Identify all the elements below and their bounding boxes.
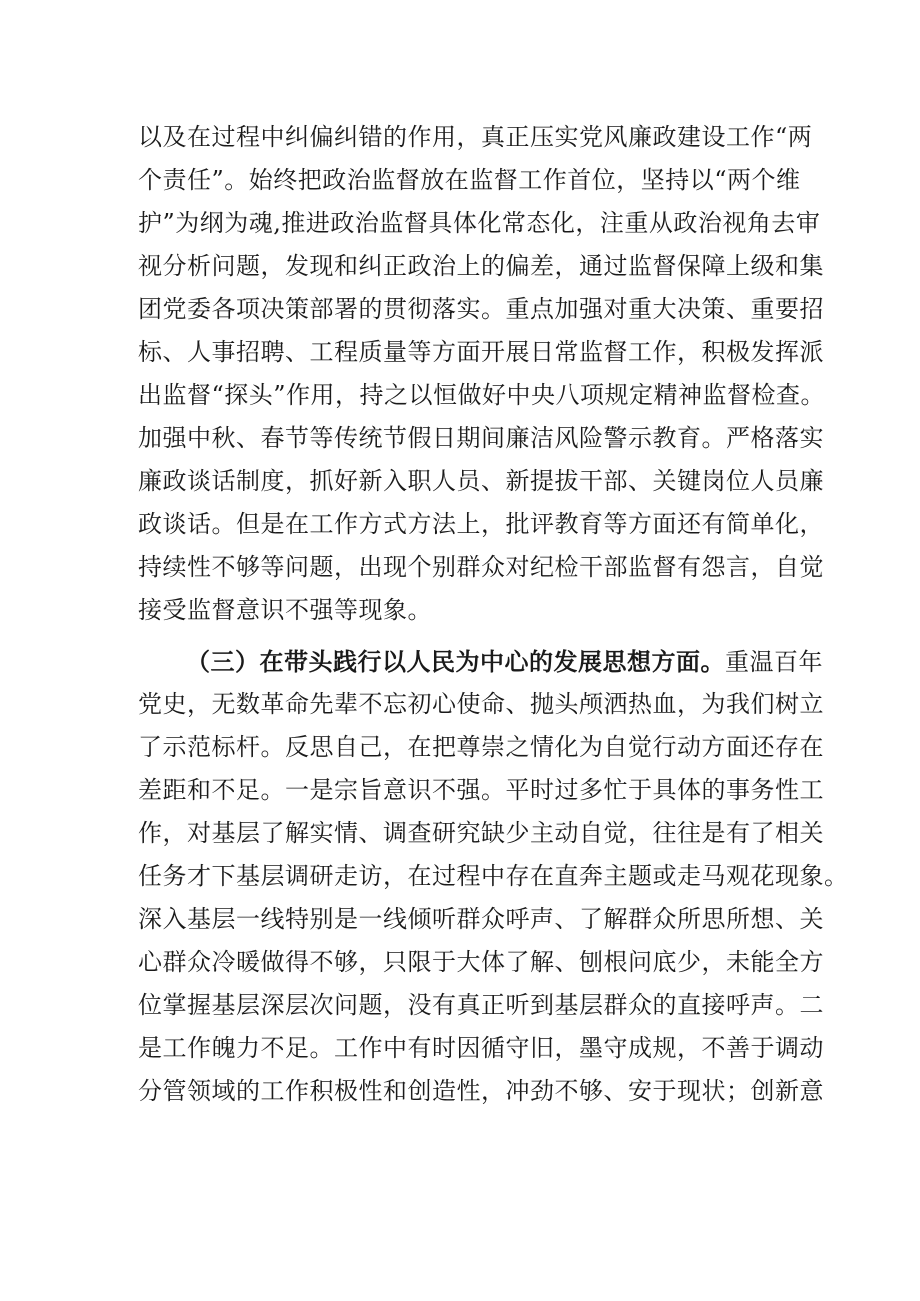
text-line: 加强中秋、春节等传统节假日期间廉洁风险警示教育。严格落实: [138, 424, 824, 452]
text-line: 是工作魄力不足。工作中有时因循守旧，墨守成规，不善于调动: [138, 1034, 824, 1062]
text-line: 政谈话。但是在工作方式方法上，批评教育等方面还有简单化，: [138, 510, 824, 538]
text-line: 了示范标杆。反思自己，在把尊崇之情化为自觉行动方面还存在: [138, 733, 824, 761]
text-line: 以及在过程中纠偏纠错的作用，真正压实党风廉政建设工作“两: [138, 123, 813, 151]
text-line: 党史，无数革命先辈不忘初心使命、抛头颅洒热血，为我们树立: [138, 690, 824, 718]
document-body: [138, 116, 849, 1113]
text-line: 差距和不足。一是宗旨意识不强。平时过多忙于具体的事务性工: [138, 776, 824, 804]
text-line: 位掌握基层深层次问题，没有真正听到基层群众的直接呼声。二: [138, 991, 824, 1019]
section-heading: （三）在带头践行以人民为中心的发展思想方面。: [186, 647, 725, 676]
text-line: 出监督“探头”作用，持之以恒做好中央八项规定精神监督检查。: [138, 381, 826, 409]
paragraph-supervision: [138, 116, 826, 632]
text-line: 接受监督意识不强等现象。: [138, 596, 432, 624]
text-line: 团党委各项决策部署的贯彻落实。重点加强对重大决策、重要招: [138, 295, 824, 323]
text-line: 个责任”。始终把政治监督放在监督工作首位，坚持以“两个维: [138, 166, 801, 194]
text-fragment: 重温百年: [725, 648, 823, 676]
paragraph-people-centered: [138, 640, 849, 1113]
text-line: 廉政谈话制度，抓好新入职人员、新提拔干部、关键岗位人员廉: [138, 467, 824, 495]
text-line: 标、人事招聘、工程质量等方面开展日常监督工作，积极发挥派: [138, 338, 824, 366]
text-line: 心群众冷暖做得不够，只限于大体了解、刨根问底少，未能全方: [138, 948, 824, 976]
text-line: 任务才下基层调研走访，在过程中存在直奔主题或走马观花现象。: [138, 862, 849, 890]
text-line: 持续性不够等问题，出现个别群众对纪检干部监督有怨言，自觉: [138, 553, 824, 581]
text-line: 分管领域的工作积极性和创造性，冲劲不够、安于现状；创新意: [138, 1077, 824, 1105]
text-line: 深入基层一线特别是一线倾听群众呼声、了解群众所思所想、关: [138, 905, 824, 933]
text-line: 护”为纲为魂,推进政治监督具体化常态化，注重从政治视角去审: [138, 209, 821, 237]
section-heading-line: [138, 640, 823, 683]
text-line: 作，对基层了解实情、调查研究缺少主动自觉，往往是有了相关: [138, 819, 824, 847]
text-line: 视分析问题，发现和纠正政治上的偏差，通过监督保障上级和集: [138, 252, 824, 280]
